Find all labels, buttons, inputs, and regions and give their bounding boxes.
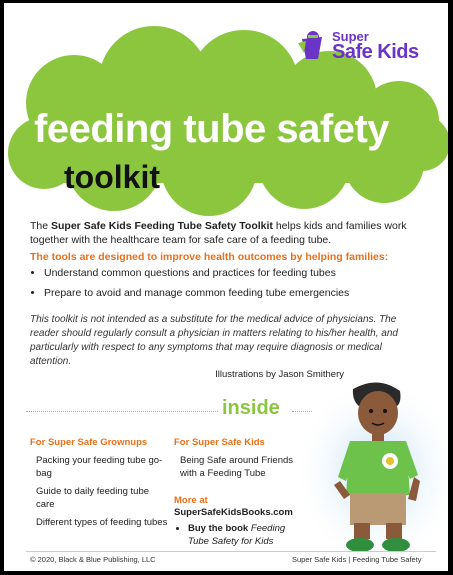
kids-item: Being Safe around Friends with a Feeding Tube: [180, 455, 294, 479]
divider: [26, 411, 218, 412]
intro-toolkit-name: Super Safe Kids Feeding Tube Safety Toolkit: [51, 220, 273, 232]
inside-heading: inside: [222, 397, 280, 419]
kids-column: [174, 437, 294, 485]
superhero-logo-icon: [296, 29, 330, 63]
toolkit-page: [4, 3, 448, 571]
benefit-item: • Understand common questions and practices for feeding tubes: [44, 267, 444, 280]
website-link[interactable]: SuperSafeKidsBooks.com: [174, 507, 293, 518]
benefits-list: [30, 267, 444, 307]
book-title: Feeding Tube Safety for Kids: [188, 523, 286, 547]
intro-prefix: The: [30, 220, 52, 232]
buy-item: [188, 522, 308, 548]
footer-divider: [26, 551, 436, 552]
disclaimer: This toolkit is not intended as a substitute for the medical advice of physicians. The reader should regularly consult a physician in matters relating to his/her health, and particularly with respect to any symptoms that may require diagnosis or medical attention.: [30, 314, 398, 367]
intro-suffix: helps kids and families work together with the healthcare team for safe care of a feeding tube.: [30, 220, 407, 246]
brand-super: Super: [332, 29, 369, 44]
grownups-item: Different types of feeding tubes: [36, 517, 168, 528]
page-title: feeding tube safety: [34, 107, 390, 151]
grownups-item: Packing your feeding tube go-bag: [36, 455, 163, 479]
buy-list: [174, 522, 308, 548]
kids-heading: For Super Safe Kids: [174, 437, 265, 448]
benefit-item: • Prepare to avoid and manage common feeding tube emergencies: [44, 287, 444, 300]
kid-illustration: [298, 377, 448, 557]
intro-paragraph: [30, 219, 430, 247]
illustration-credit: Illustrations by Jason Smithery: [215, 369, 344, 380]
page-subtitle: toolkit: [64, 159, 160, 195]
buy-label: Buy the book: [188, 523, 249, 534]
brand-logo: [296, 29, 426, 65]
brand-safe-kids: Safe Kids: [332, 41, 419, 63]
grownups-column: [30, 437, 170, 534]
grownups-item: Guide to daily feeding tube care: [36, 486, 150, 510]
grownups-heading: For Super Safe Grownups: [30, 437, 148, 448]
tools-heading: The tools are designed to improve health outcomes by helping families:: [30, 251, 389, 263]
footer-series: Super Safe Kids | Feeding Tube Safety: [292, 555, 422, 564]
more-heading: More at: [174, 495, 208, 506]
footer-copyright: © 2020, Black & Blue Publishing, LLC: [30, 555, 156, 564]
